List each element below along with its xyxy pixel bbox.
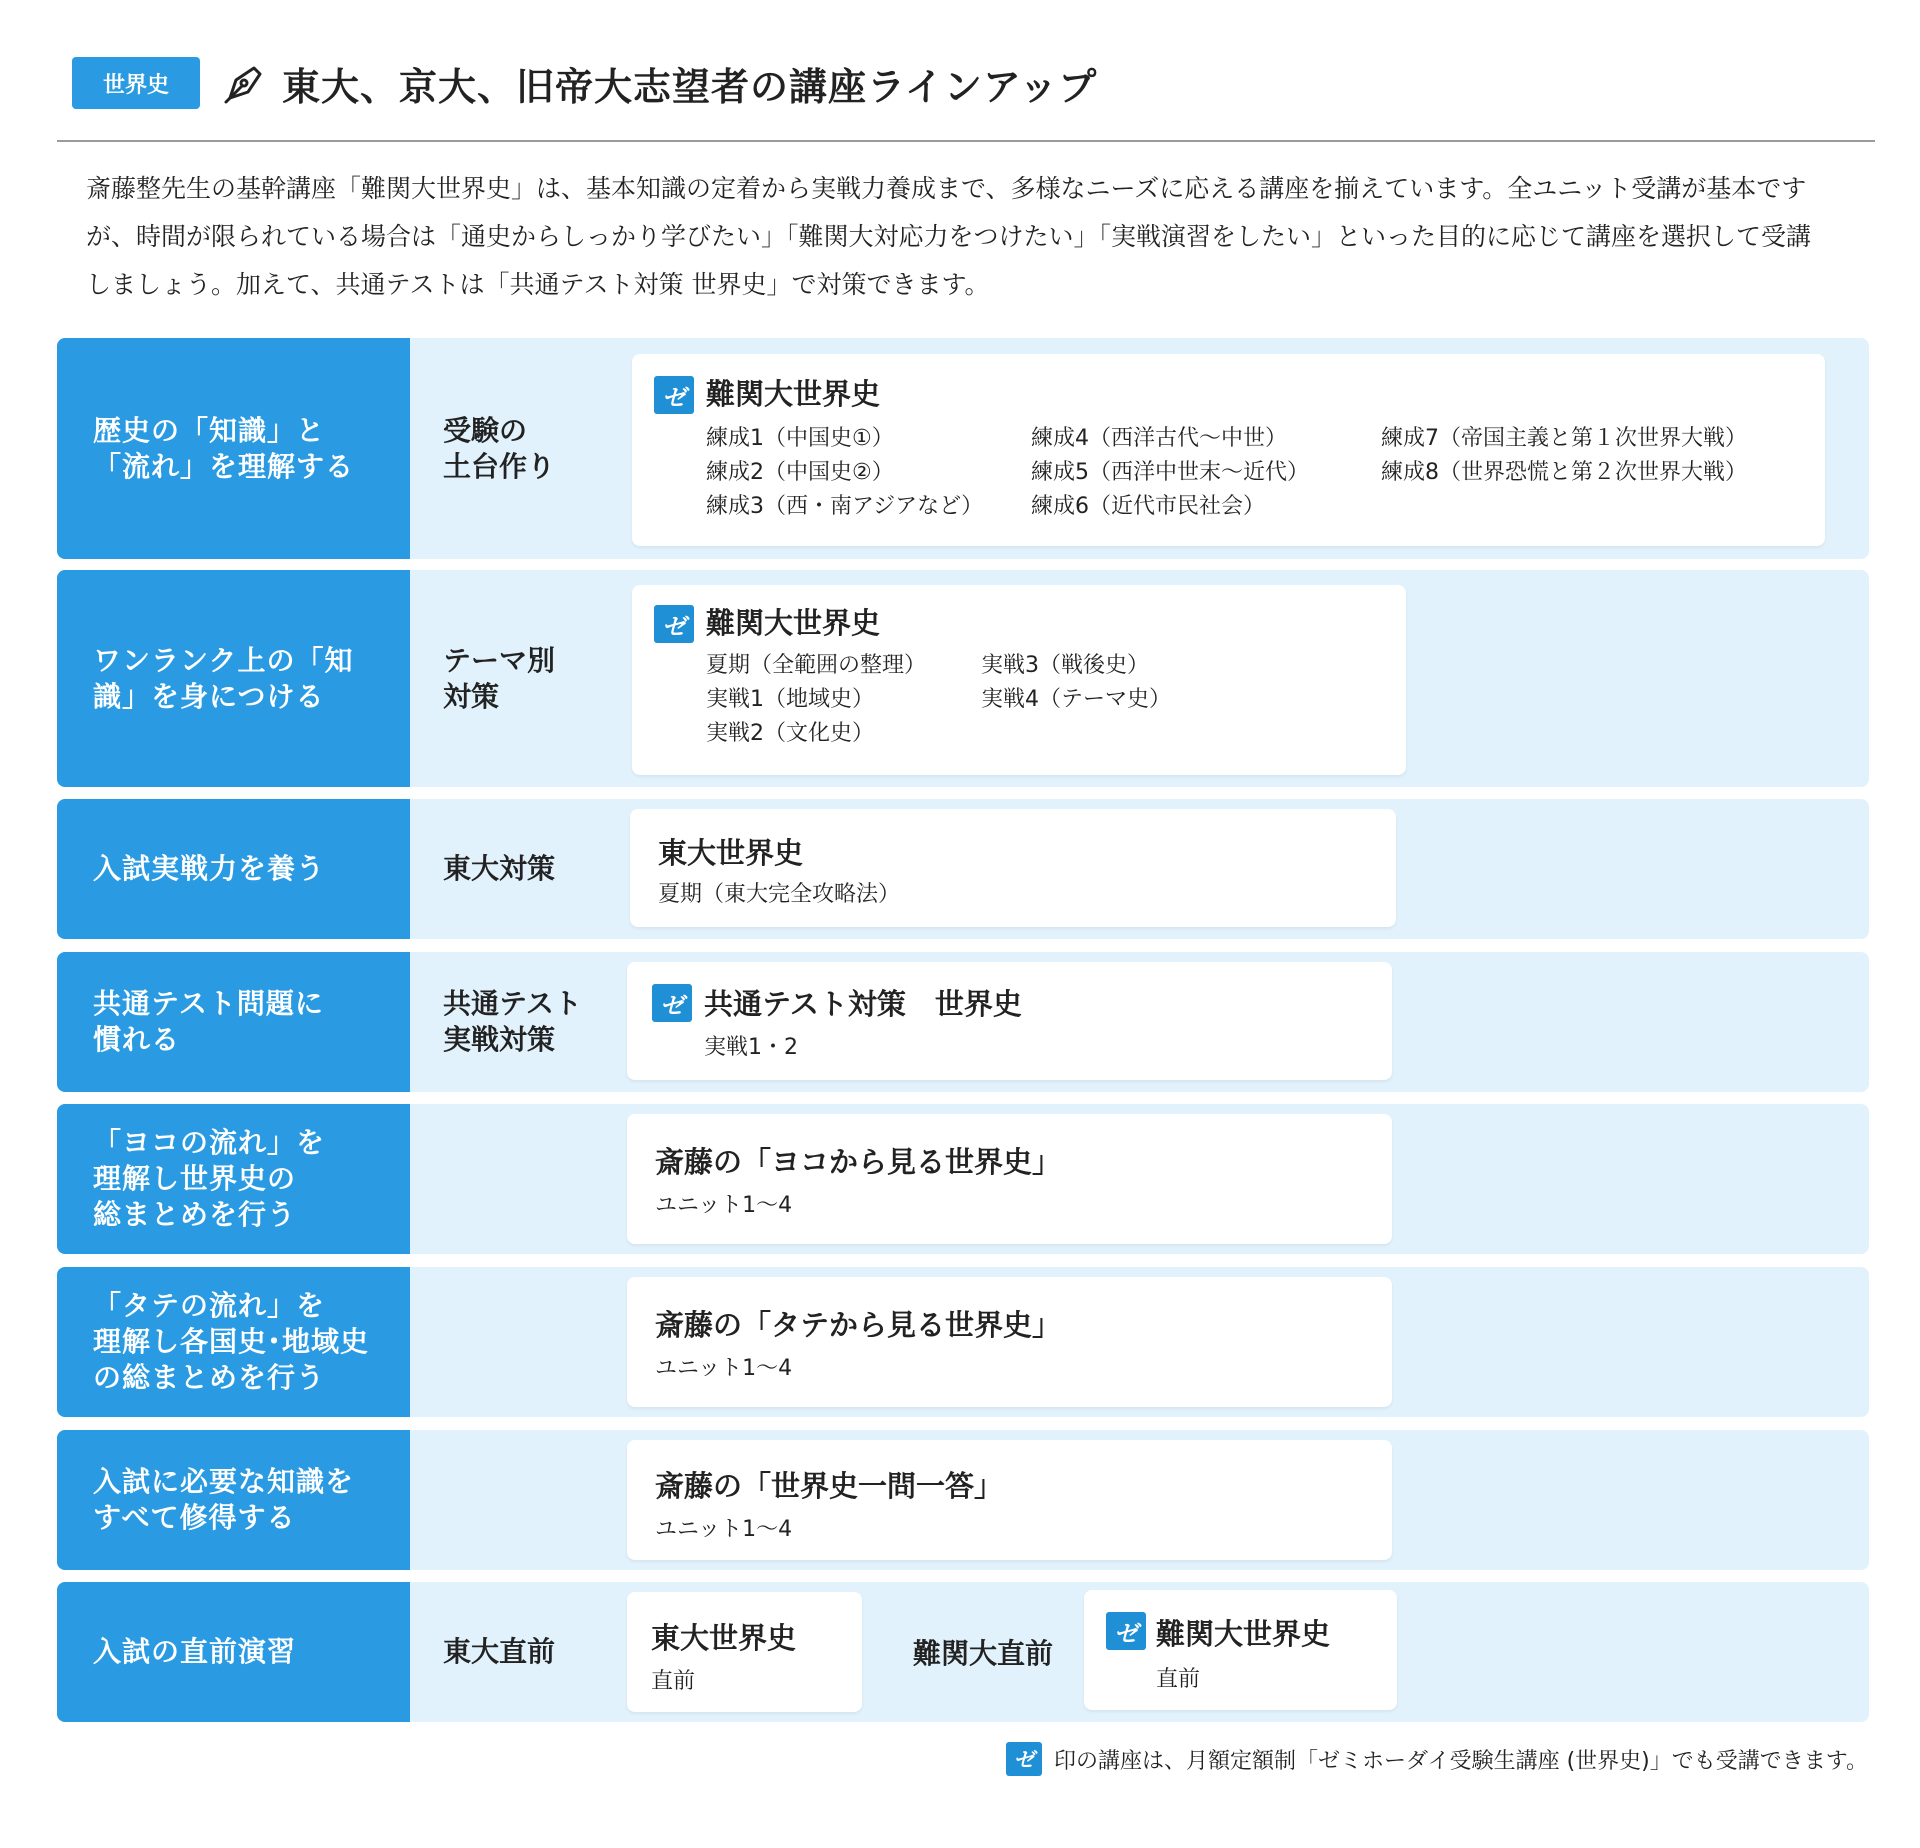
- course-unit: 練成8（世界恐慌と第２次世界大戦）: [1381, 460, 1747, 485]
- course-row: [57, 1104, 1869, 1254]
- row-label: 「ヨコの流れ」を 理解し世界史の 総まとめを行う: [57, 1104, 410, 1254]
- row-subcategory: 難関大直前: [913, 1637, 1054, 1670]
- row-label: 「タテの流れ」を 理解し各国史･地域史 の総まとめを行う: [57, 1267, 410, 1417]
- course-card[interactable]: [627, 962, 1392, 1080]
- course-title: 東大世界史: [651, 1621, 797, 1655]
- course-card[interactable]: [627, 1440, 1392, 1560]
- row-label: 入試実戦力を養う: [57, 799, 410, 939]
- course-title: 難関大世界史: [706, 377, 881, 411]
- course-unit: 夏期（東大完全攻略法）: [658, 882, 901, 907]
- course-card[interactable]: [632, 354, 1825, 546]
- course-title: 難関大世界史: [706, 606, 881, 640]
- course-title: 共通テスト対策 世界史: [704, 987, 1022, 1021]
- course-title: 斎藤の「世界史一問一答」: [655, 1469, 1004, 1503]
- course-unit: 練成4（西洋古代〜中世）: [1031, 426, 1287, 451]
- course-unit: 実戦3（戦後史）: [981, 653, 1149, 678]
- zemi-icon: ゼ: [654, 605, 694, 643]
- course-row: [57, 952, 1869, 1092]
- course-row: [57, 570, 1869, 787]
- course-unit: 練成2（中国史②）: [706, 460, 894, 485]
- course-unit: 実戦2（文化史）: [706, 721, 874, 746]
- course-unit: 実戦1（地域史）: [706, 687, 874, 712]
- course-unit: ユニット1〜4: [655, 1356, 793, 1381]
- course-title: 斎藤の「ヨコから見る世界史」: [655, 1145, 1062, 1179]
- course-card[interactable]: [627, 1114, 1392, 1244]
- zemi-icon: ゼ: [1106, 1612, 1146, 1650]
- course-row: [57, 338, 1869, 559]
- row-category: テーマ別 対策: [443, 643, 556, 713]
- page-header: [72, 56, 1097, 110]
- page-title: 東大、京大、旧帝大志望者の講座ラインアップ: [282, 64, 1098, 109]
- course-unit: 練成5（西洋中世末〜近代）: [1031, 460, 1309, 485]
- row-label: 歴史の「知識」と 「流れ」を理解する: [57, 338, 410, 559]
- subject-badge: 世界史: [72, 57, 200, 109]
- zemi-icon: ゼ: [654, 376, 694, 414]
- course-unit: 練成6（近代市民社会）: [1031, 494, 1265, 519]
- course-unit: 実戦4（テーマ史）: [981, 687, 1171, 712]
- footnote-text: 印の講座は、月額定額制「ゼミホーダイ受験生講座 (世界史)」でも受講できます。: [1054, 1748, 1868, 1774]
- row-category: 受験の 土台作り: [443, 413, 556, 483]
- course-row: [57, 1582, 1869, 1722]
- course-card[interactable]: [632, 585, 1406, 775]
- row-category: 東大直前: [443, 1635, 556, 1668]
- row-category: 東大対策: [443, 852, 556, 885]
- row-label: ワンランク上の「知 識」を身につける: [57, 570, 410, 787]
- course-unit: 練成1（中国史①）: [706, 426, 894, 451]
- course-row: [57, 799, 1869, 939]
- course-card[interactable]: [630, 809, 1396, 927]
- course-title: 難関大世界史: [1156, 1617, 1331, 1651]
- course-unit: 実戦1・2: [704, 1035, 798, 1060]
- course-card[interactable]: [627, 1277, 1392, 1407]
- course-title: 東大世界史: [658, 836, 804, 870]
- course-unit: 直前: [651, 1669, 696, 1694]
- course-unit: 練成7（帝国主義と第１次世界大戦）: [1381, 426, 1747, 451]
- zemi-icon: ゼ: [1006, 1742, 1042, 1776]
- course-title: 斎藤の「タテから見る世界史」: [655, 1308, 1062, 1342]
- zemi-icon: ゼ: [652, 984, 692, 1022]
- header-divider: [57, 140, 1875, 142]
- footnote: [1006, 1742, 1868, 1776]
- course-unit: 練成3（西・南アジアなど）: [706, 494, 984, 519]
- course-unit: ユニット1〜4: [655, 1517, 793, 1542]
- course-unit: ユニット1〜4: [655, 1193, 793, 1218]
- row-category: 共通テスト 実戦対策: [443, 987, 582, 1056]
- intro-text: 斎藤整先生の基幹講座「難関大世界史」は、基本知識の定着から実戦力養成まで、多様なニーズに応える講座を揃えています。全ユニット受講が基本ですが、時間が限られている場合は「通史からしっかり学びたい」「難関大対応力をつけたい」「実戦演習をしたい」といった目的に応じて講座を選択して受講しましょう。加えて、共通テストは「共通テスト対策 世界史」で対策できます。: [86, 174, 1812, 299]
- row-label: 入試に必要な知識を すべて修得する: [57, 1430, 410, 1570]
- row-label: 入試の直前演習: [57, 1582, 410, 1722]
- course-row: [57, 1430, 1869, 1570]
- row-label: 共通テスト問題に 慣れる: [57, 952, 410, 1092]
- course-card[interactable]: [1084, 1590, 1397, 1710]
- course-unit: 直前: [1156, 1667, 1201, 1692]
- course-unit: 夏期（全範囲の整理）: [706, 653, 927, 678]
- course-row: [57, 1267, 1869, 1417]
- course-card[interactable]: [627, 1592, 862, 1712]
- pen-icon: [220, 58, 270, 108]
